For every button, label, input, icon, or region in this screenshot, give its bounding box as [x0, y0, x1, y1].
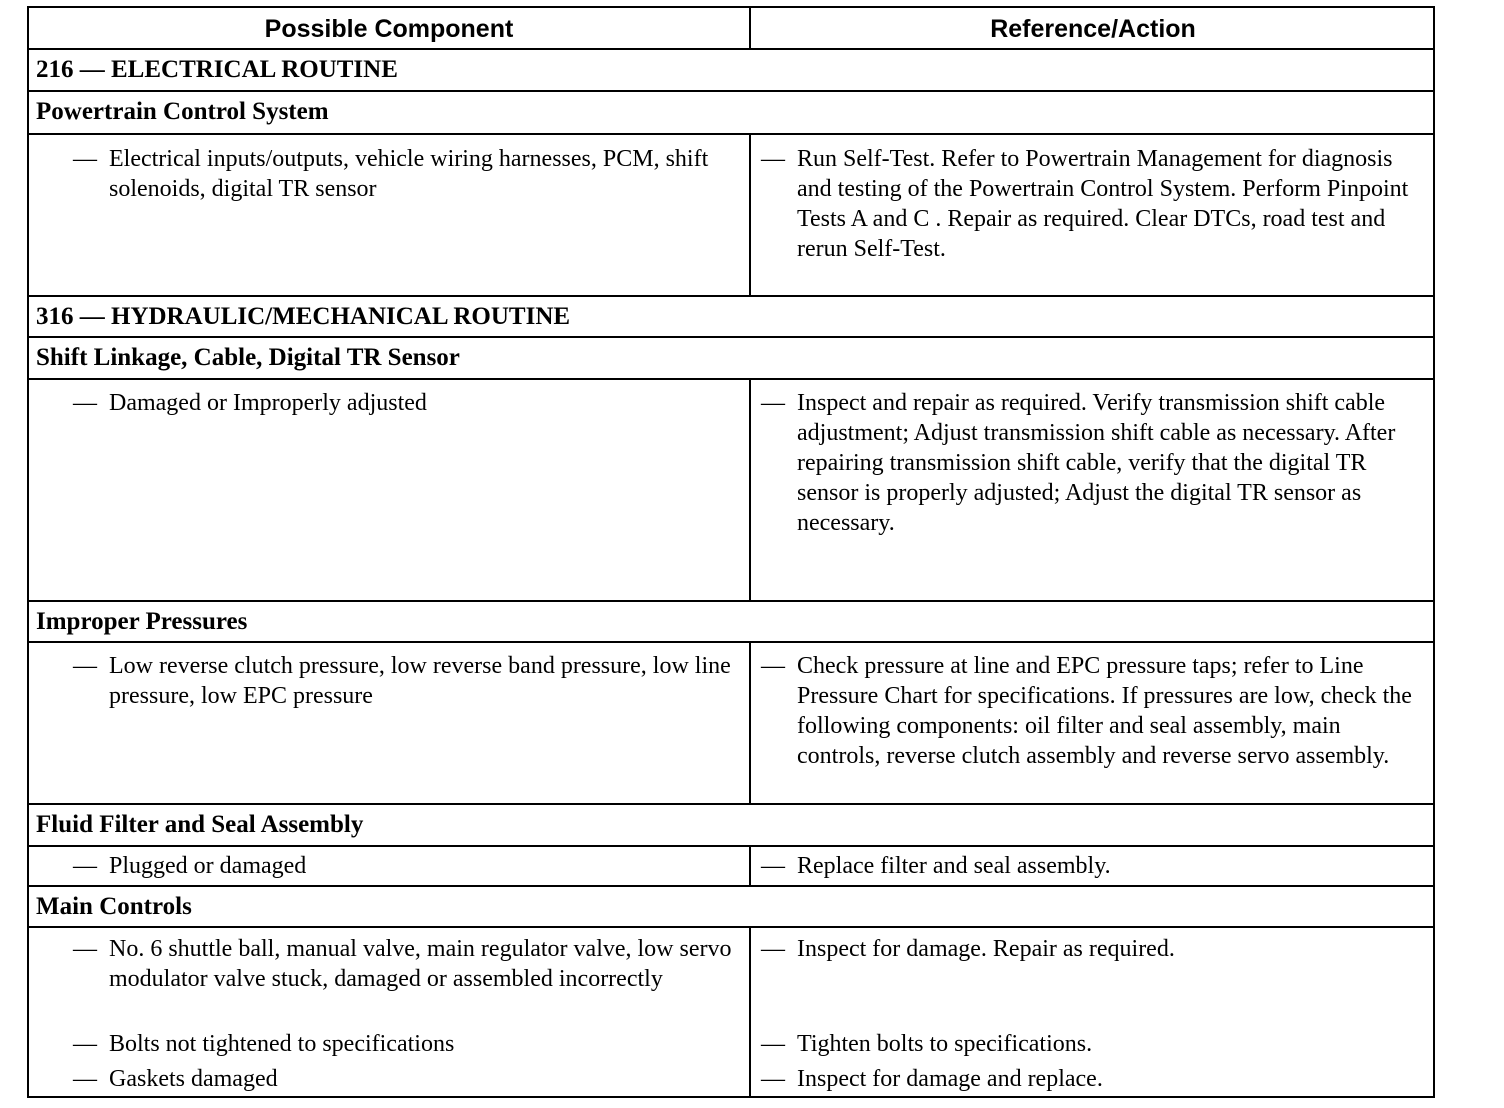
- action-cell: — Tighten bolts to specifications.: [761, 1029, 1429, 1059]
- group-title-powertrain: Powertrain Control System: [36, 98, 329, 125]
- column-divider: [749, 643, 751, 803]
- header-possible-component: Possible Component: [264, 15, 514, 43]
- component-cell: — Plugged or damaged: [73, 851, 735, 881]
- section-electrical-routine: [29, 50, 1433, 92]
- group-improper-pressures: [29, 602, 1433, 643]
- group-fluid-filter: [29, 805, 1433, 847]
- component-cell: — Gaskets damaged: [73, 1064, 735, 1094]
- action-text: Replace filter and seal assembly.: [797, 853, 1111, 879]
- component-cell: — Electrical inputs/outputs, vehicle wiring harnesses, PCM, shift solenoids, digital TR sensor: [73, 144, 735, 204]
- group-powertrain-control: [29, 92, 1433, 135]
- table-row: [29, 380, 1433, 602]
- action-cell: — Replace filter and seal assembly.: [761, 851, 1429, 881]
- action-cell: — Run Self-Test. Refer to Powertrain Management for diagnosis and testing of the Powertrain Control System. Perform Pinpoint Tests A and C . Repair as required. Clear DTCs, road test and rerun Self-Test.: [761, 144, 1429, 264]
- table-header-row: [29, 8, 1433, 50]
- component-text: Bolts not tightened to specifications: [109, 1031, 455, 1057]
- section-title-hydraulic: 316 — HYDRAULIC/MECHANICAL ROUTINE: [36, 303, 571, 330]
- table-row: [29, 847, 1433, 887]
- component-text: Electrical inputs/outputs, vehicle wiring harnesses, PCM, shift solenoids, digital TR sensor: [109, 146, 709, 202]
- group-title-filter: Fluid Filter and Seal Assembly: [36, 811, 364, 838]
- action-text: Tighten bolts to specifications.: [797, 1031, 1093, 1057]
- column-divider: [749, 847, 751, 885]
- section-hydraulic-routine: [29, 297, 1433, 338]
- column-divider: [749, 380, 751, 600]
- action-text: Check pressure at line and EPC pressure taps; refer to Line Pressure Chart for specifications. If pressures are low, check the following components: oil filter and seal assembly, main controls, reverse clutch assembly and reverse servo assembly.: [797, 653, 1412, 769]
- group-shift-linkage: [29, 338, 1433, 380]
- component-text: Low reverse clutch pressure, low reverse band pressure, low line pressure, low EPC pressure: [109, 653, 731, 709]
- group-title-shift-linkage: Shift Linkage, Cable, Digital TR Sensor: [36, 344, 460, 371]
- table-row: [29, 135, 1433, 297]
- table-row: [29, 928, 1433, 1098]
- component-cell: — Bolts not tightened to specifications: [73, 1029, 735, 1059]
- component-cell: — Low reverse clutch pressure, low reverse band pressure, low line pressure, low EPC pressure: [73, 651, 735, 711]
- component-cell: — Damaged or Improperly adjusted: [73, 388, 735, 418]
- action-cell: — Inspect for damage and replace.: [761, 1064, 1429, 1094]
- action-text: Inspect for damage and replace.: [797, 1066, 1103, 1092]
- action-text: Inspect and repair as required. Verify transmission shift cable adjustment; Adjust transmission shift cable as necessary. After repairing transmission shift cable, verify that the digital TR sensor is properly adjusted; Adjust the digital TR sensor as necessary.: [797, 390, 1396, 536]
- component-text: No. 6 shuttle ball, manual valve, main regulator valve, low servo modulator valve stuck, damaged or assembled incorrectly: [109, 936, 732, 992]
- group-main-controls: [29, 887, 1433, 928]
- table-row: [29, 643, 1433, 805]
- action-cell: — Inspect for damage. Repair as required.: [761, 934, 1429, 964]
- column-divider: [749, 928, 751, 1098]
- group-title-main-controls: Main Controls: [36, 893, 192, 920]
- component-text: Damaged or Improperly adjusted: [109, 390, 427, 416]
- component-text: Gaskets damaged: [109, 1066, 278, 1092]
- diagnostic-table: [27, 6, 1435, 1098]
- action-text: Run Self-Test. Refer to Powertrain Management for diagnosis and testing of the Powertrain Control System. Perform Pinpoint Tests A and C . Repair as required. Clear DTCs, road test and rerun Self-Test.: [797, 146, 1409, 262]
- component-text: Plugged or damaged: [109, 853, 307, 879]
- section-title-electrical: 216 — ELECTRICAL ROUTINE: [36, 56, 398, 83]
- header-reference-action: Reference/Action: [990, 15, 1196, 43]
- action-text: Inspect for damage. Repair as required.: [797, 936, 1175, 962]
- action-cell: — Inspect and repair as required. Verify transmission shift cable adjustment; Adjust transmission shift cable as necessary. After repairing transmission shift cable, verify that the digital TR sensor is properly adjusted; Adjust the digital TR sensor as necessary.: [761, 388, 1429, 538]
- group-title-pressures: Improper Pressures: [36, 608, 248, 635]
- column-divider: [749, 135, 751, 295]
- action-cell: — Check pressure at line and EPC pressure taps; refer to Line Pressure Chart for specifications. If pressures are low, check the following components: oil filter and seal assembly, main controls, reverse clutch assembly and reverse servo assembly.: [761, 651, 1429, 771]
- component-cell: — No. 6 shuttle ball, manual valve, main regulator valve, low servo modulator valve stuck, damaged or assembled incorrectly: [73, 934, 735, 994]
